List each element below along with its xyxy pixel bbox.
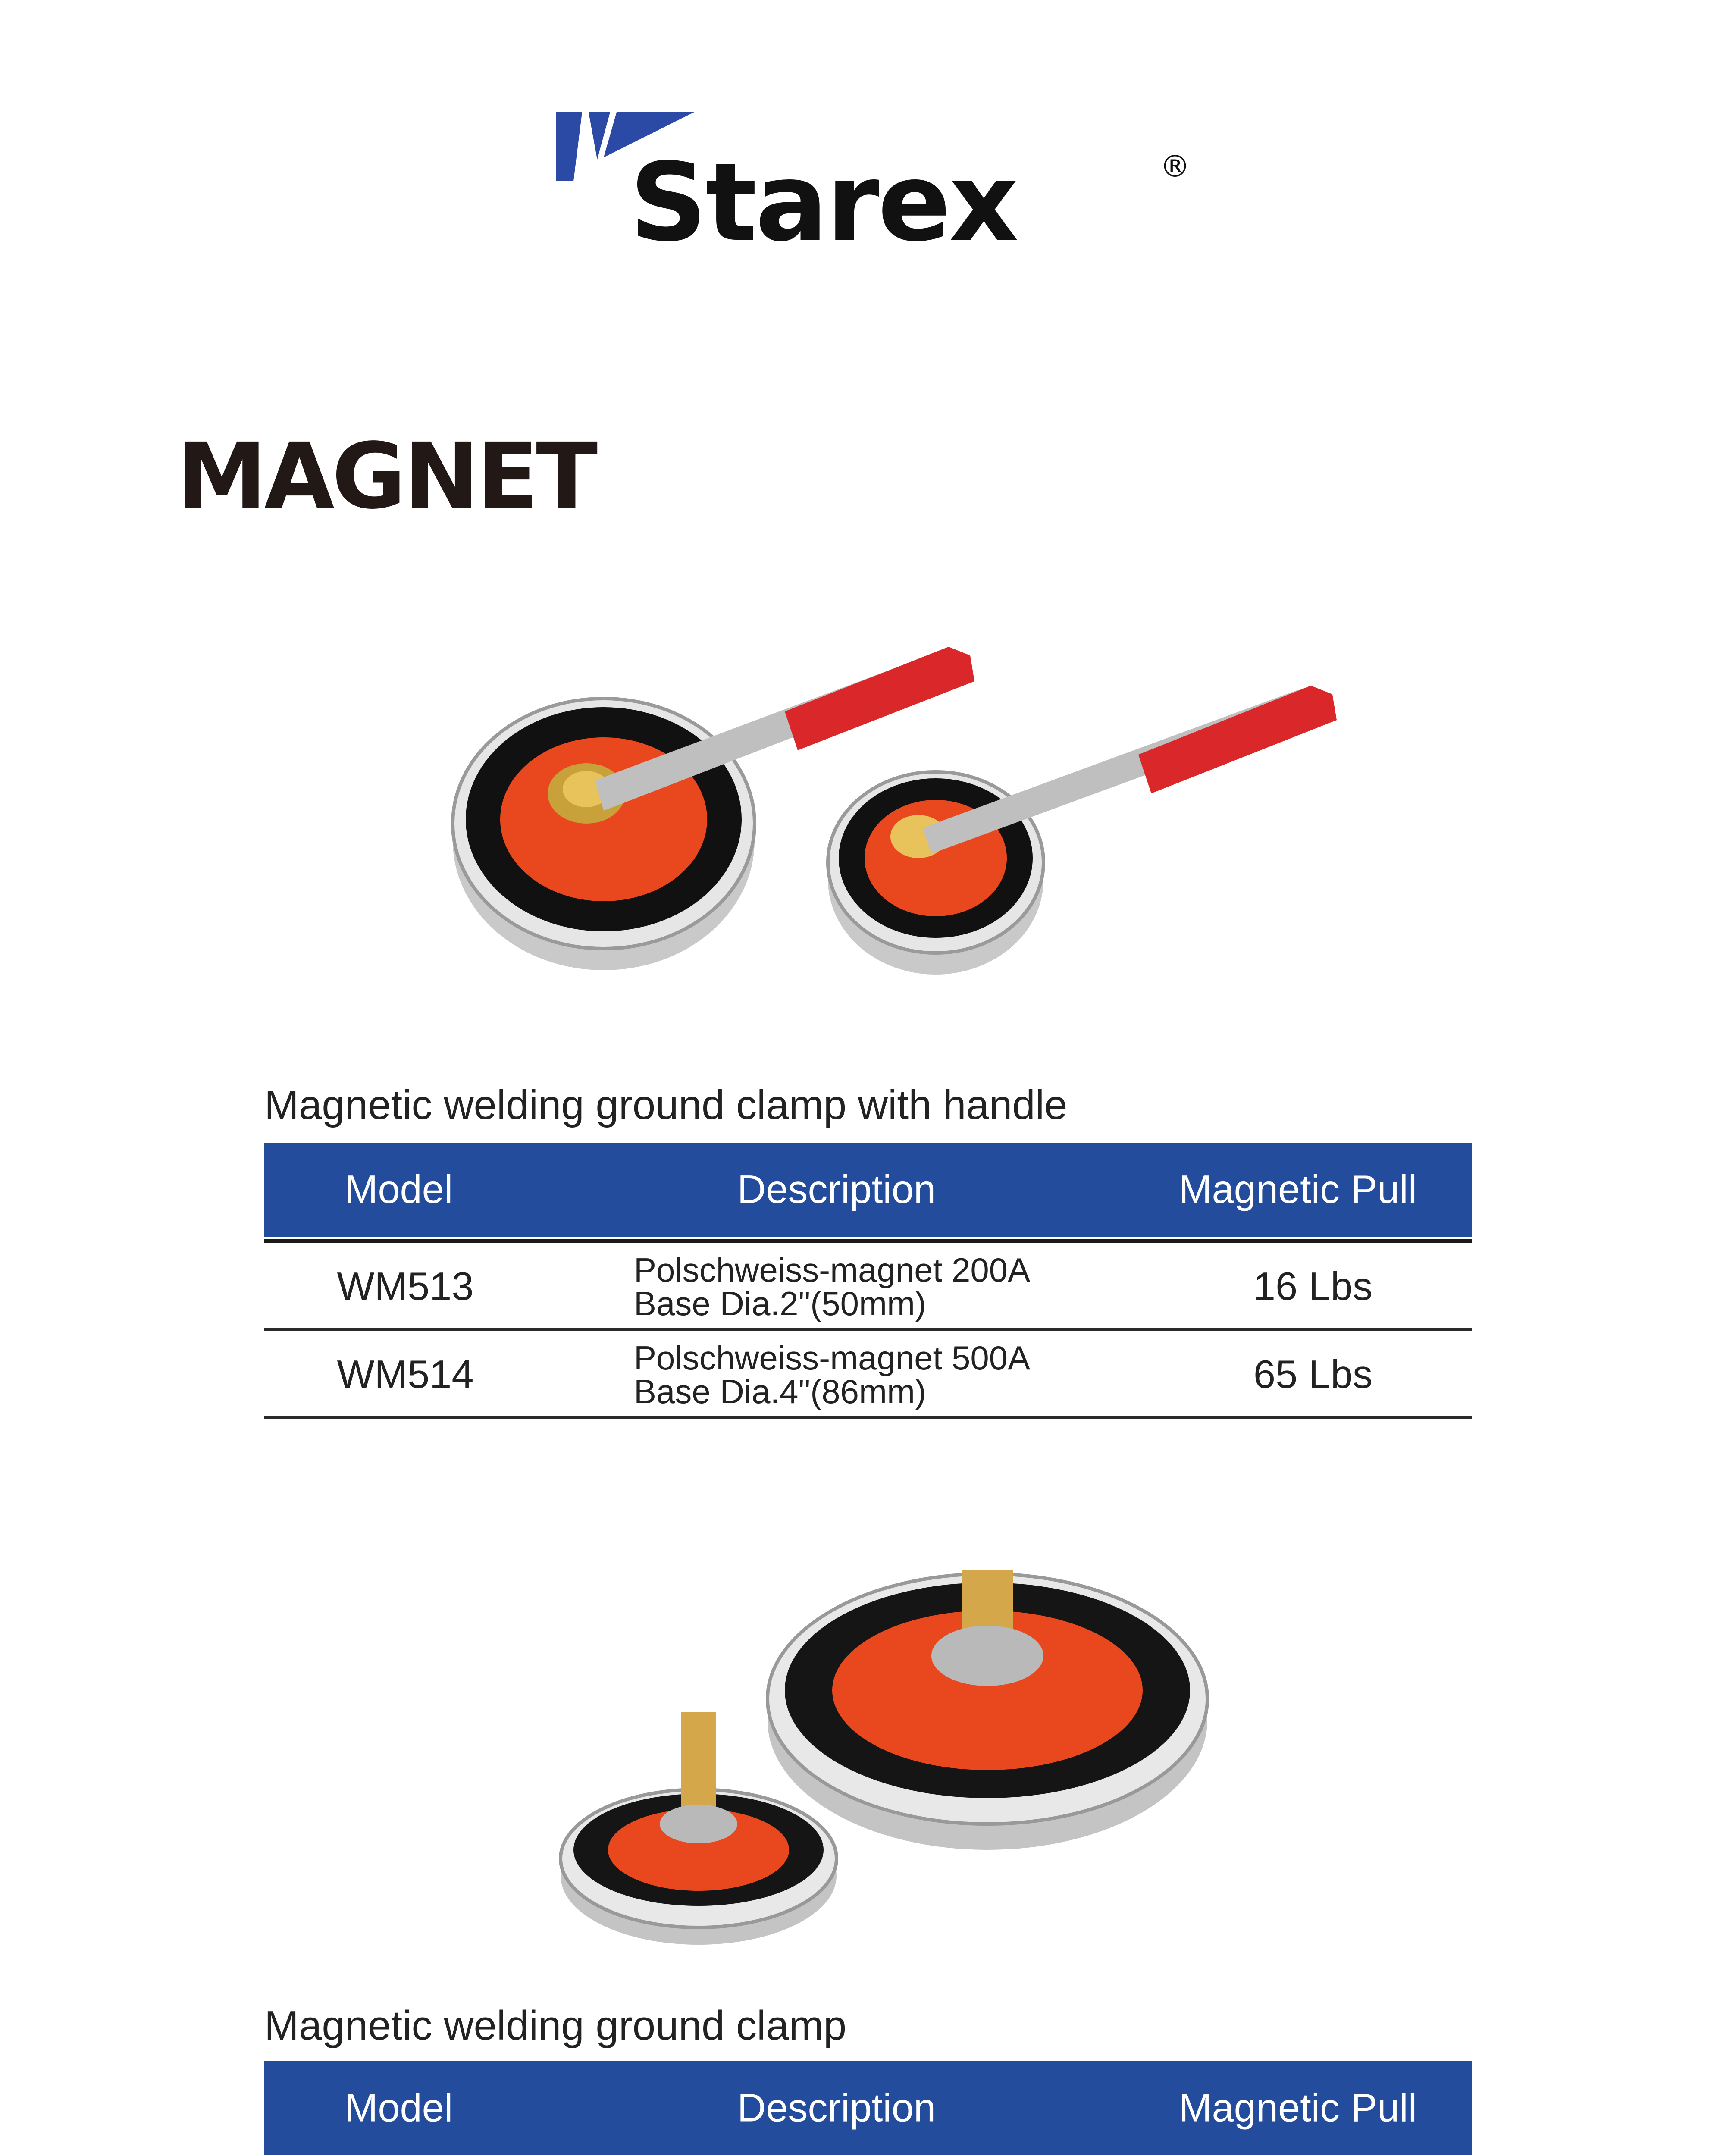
row-rule (264, 1328, 1472, 1331)
description-line: Polschweiss-magnet 200A (634, 1251, 1031, 1289)
table-header (264, 2061, 1472, 2155)
spec-table (264, 2061, 1472, 2156)
pull-cell: 65 Lbs (1253, 1352, 1373, 1397)
pull-cell: 16 Lbs (1253, 1264, 1373, 1309)
description-cell (634, 1253, 1030, 1320)
spec-table (264, 1143, 1472, 1423)
registered-mark: ® (1160, 149, 1190, 184)
description-line: Base Dia.4"(86mm) (634, 1373, 926, 1410)
section-caption: Magnetic welding ground clamp (264, 2002, 847, 2049)
model-cell: WM513 (337, 1264, 474, 1309)
header-rule (264, 1239, 1472, 1243)
table-row (264, 1243, 1472, 1331)
column-header-description: Description (737, 2086, 936, 2130)
brand-logo (556, 108, 1190, 265)
column-header-description: Description (737, 1167, 936, 1212)
brand-name: Starex (630, 140, 1017, 265)
description-line: Polschweiss-magnet 500A (634, 1339, 1031, 1377)
column-header-model: Model (345, 2086, 453, 2130)
column-header-magnetic-pull: Magnetic Pull (1178, 2086, 1417, 2130)
magnetic-clamp-handle-image (440, 638, 1345, 983)
model-cell: WM514 (337, 1352, 474, 1397)
magnetic-clamp-bolt-image (556, 1526, 1255, 1949)
description-line: Base Dia.2"(50mm) (634, 1285, 926, 1322)
section-caption: Magnetic welding ground clamp with handle (264, 1082, 1068, 1128)
column-header-magnetic-pull: Magnetic Pull (1178, 1167, 1417, 1212)
page-title: MAGNET (177, 423, 595, 529)
table-header (264, 1143, 1472, 1237)
row-rule (264, 1416, 1472, 1419)
table-row (264, 1331, 1472, 1419)
column-header-model: Model (345, 1167, 453, 1212)
description-cell (634, 1341, 1030, 1408)
